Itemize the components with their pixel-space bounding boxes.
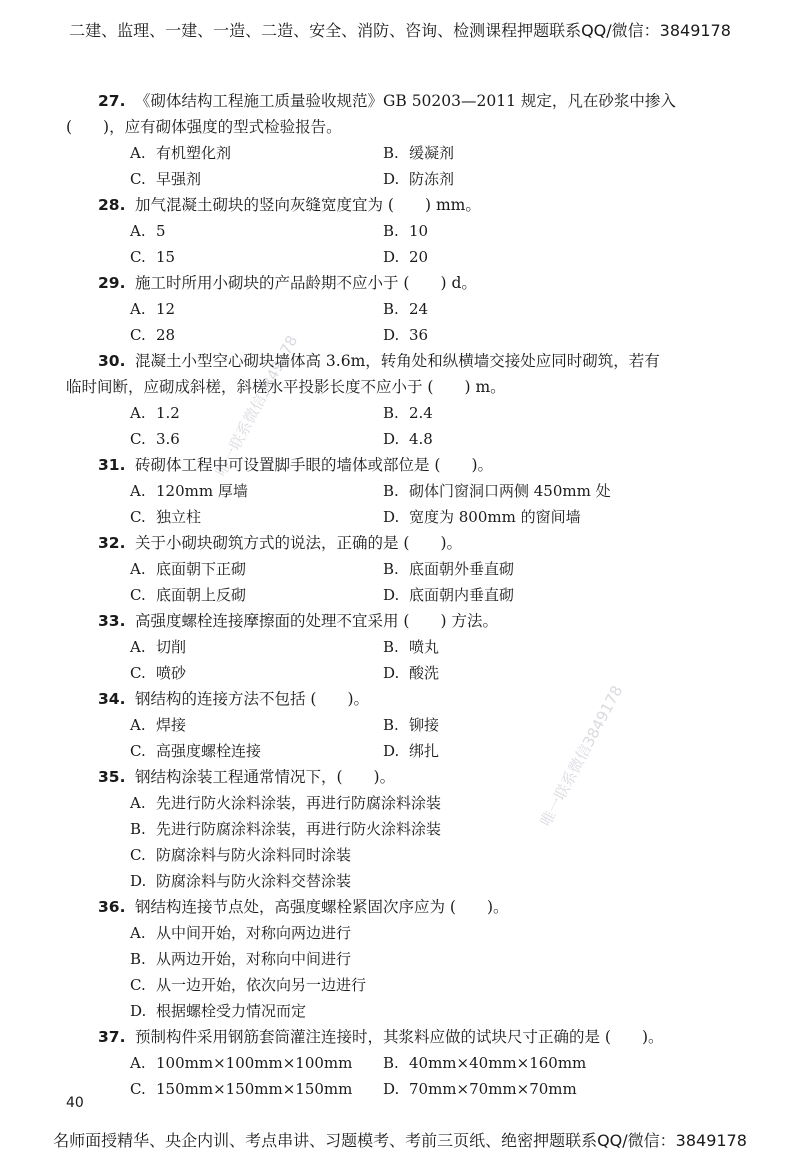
question-27 xyxy=(0,88,800,114)
option-c: C. 从一边开始，依次向另一边进行 xyxy=(130,976,367,994)
question-stem: 混凝土小型空心砌块墙体高 3.6m，转角处和纵横墙交接处应同时砌筑，若有 xyxy=(135,352,660,370)
question-stem: 预制构件采用钢筋套筒灌注连接时，其浆料应做的试块尺寸正确的是 ( )。 xyxy=(135,1028,664,1046)
option-row xyxy=(0,920,800,946)
option-a: A. 有机塑化剂 xyxy=(130,144,232,162)
option-b: B. 砌体门窗洞口两侧 450mm 处 xyxy=(383,482,611,500)
option-c: C. 3.6 xyxy=(130,430,180,448)
option-a: A. 5 xyxy=(130,222,166,240)
question-number: 29. xyxy=(98,274,126,292)
option-row xyxy=(0,634,800,660)
option-a: A. 1.2 xyxy=(130,404,180,422)
question-29 xyxy=(0,270,800,296)
option-b: B. 铆接 xyxy=(383,716,440,734)
option-row xyxy=(0,816,800,842)
option-a: A. 100mm×100mm×100mm xyxy=(130,1054,353,1072)
question-stem-continued: 临时间断，应砌成斜槎，斜槎水平投影长度不应小于 ( ) m。 xyxy=(66,378,506,396)
option-c: C. 15 xyxy=(130,248,176,266)
question-stem: 施工时所用小砌块的产品龄期不应小于 ( ) d。 xyxy=(135,274,477,292)
question-28 xyxy=(0,192,800,218)
option-row xyxy=(0,166,800,192)
option-d: D. 20 xyxy=(383,248,429,266)
watermark: 唯一联系微信3849178 xyxy=(211,332,302,480)
question-number: 31. xyxy=(98,456,126,474)
option-row xyxy=(0,738,800,764)
question-list xyxy=(0,88,800,1102)
option-b: B. 10 xyxy=(383,222,429,240)
option-a: A. 切削 xyxy=(130,638,187,656)
option-b: B. 24 xyxy=(383,300,429,318)
option-row xyxy=(0,972,800,998)
option-d: D. 底面朝内垂直砌 xyxy=(383,586,515,604)
option-b: B. 缓凝剂 xyxy=(383,144,455,162)
option-row xyxy=(0,946,800,972)
option-a: A. 从中间开始，对称向两边进行 xyxy=(130,924,352,942)
option-row xyxy=(0,582,800,608)
question-stem-continued: ( )，应有砌体强度的型式检验报告。 xyxy=(66,118,342,136)
option-row xyxy=(0,400,800,426)
question-number: 28. xyxy=(98,196,126,214)
option-row xyxy=(0,842,800,868)
option-row xyxy=(0,426,800,452)
question-number: 37. xyxy=(98,1028,126,1046)
question-stem: 钢结构的连接方法不包括 ( )。 xyxy=(135,690,370,708)
option-row xyxy=(0,218,800,244)
option-b: B. 先进行防腐涂料涂装，再进行防火涂料涂装 xyxy=(130,820,442,838)
question-36 xyxy=(0,894,800,920)
question-32 xyxy=(0,530,800,556)
option-b: B. 2.4 xyxy=(383,404,433,422)
option-c: C. 高强度螺栓连接 xyxy=(130,742,262,760)
option-c: C. 喷砂 xyxy=(130,664,187,682)
option-c: C. 独立柱 xyxy=(130,508,202,526)
option-c: C. 150mm×150mm×150mm xyxy=(130,1080,353,1098)
page-number: 40 xyxy=(66,1095,84,1111)
footer-banner: 名师面授精华、央企内训、考点串讲、习题模考、考前三页纸、绝密押题联系QQ/微信：3849178 xyxy=(53,1131,747,1150)
option-row xyxy=(0,790,800,816)
question-37 xyxy=(0,1024,800,1050)
question-stem: 砖砌体工程中可设置脚手眼的墙体或部位是 ( )。 xyxy=(135,456,494,474)
option-row xyxy=(0,660,800,686)
option-row xyxy=(0,998,800,1024)
question-34 xyxy=(0,686,800,712)
option-row xyxy=(0,322,800,348)
option-a: A. 120mm 厚墙 xyxy=(130,482,248,500)
option-b: B. 从两边开始，对称向中间进行 xyxy=(130,950,352,968)
option-row xyxy=(0,478,800,504)
option-row xyxy=(0,712,800,738)
header-banner: 二建、监理、一建、一造、二造、安全、消防、咨询、检测课程押题联系QQ/微信：3849178 xyxy=(69,21,731,40)
question-number: 34. xyxy=(98,690,126,708)
option-d: D. 4.8 xyxy=(383,430,433,448)
option-d: D. 70mm×70mm×70mm xyxy=(383,1080,577,1098)
question-stem: 《砌体结构工程施工质量验收规范》GB 50203—2011 规定，凡在砂浆中掺入 xyxy=(135,92,676,110)
option-d: D. 36 xyxy=(383,326,429,344)
option-row xyxy=(0,1050,800,1076)
question-number: 30. xyxy=(98,352,126,370)
question-stem: 高强度螺栓连接摩擦面的处理不宜采用 ( ) 方法。 xyxy=(135,612,498,630)
option-d: D. 酸洗 xyxy=(383,664,440,682)
option-d: D. 宽度为 800mm 的窗间墙 xyxy=(383,508,581,526)
option-b: B. 喷丸 xyxy=(383,638,440,656)
question-30 xyxy=(0,348,800,374)
option-a: A. 底面朝下正砌 xyxy=(130,560,247,578)
option-row xyxy=(0,868,800,894)
option-d: D. 根据螺栓受力情况而定 xyxy=(130,1002,307,1020)
option-a: A. 12 xyxy=(130,300,176,318)
option-d: D. 防腐涂料与防火涂料交替涂装 xyxy=(130,872,352,890)
watermark: 唯一联系微信3849178 xyxy=(536,682,627,830)
option-row xyxy=(0,504,800,530)
question-stem: 关于小砌块砌筑方式的说法，正确的是 ( )。 xyxy=(135,534,463,552)
option-a: A. 先进行防火涂料涂装，再进行防腐涂料涂装 xyxy=(130,794,442,812)
question-number: 36. xyxy=(98,898,126,916)
option-row xyxy=(0,1076,800,1102)
question-31 xyxy=(0,452,800,478)
question-number: 33. xyxy=(98,612,126,630)
question-35 xyxy=(0,764,800,790)
option-row xyxy=(0,556,800,582)
option-c: C. 早强剂 xyxy=(130,170,202,188)
question-number: 27. xyxy=(98,92,126,110)
option-c: C. 28 xyxy=(130,326,176,344)
question-stem: 钢结构涂装工程通常情况下，( )。 xyxy=(135,768,396,786)
question-stem: 钢结构连接节点处，高强度螺栓紧固次序应为 ( )。 xyxy=(135,898,509,916)
option-d: D. 防冻剂 xyxy=(383,170,455,188)
option-b: B. 底面朝外垂直砌 xyxy=(383,560,515,578)
question-stem: 加气混凝土砌块的竖向灰缝宽度宜为 ( ) mm。 xyxy=(135,196,481,214)
question-number: 32. xyxy=(98,534,126,552)
option-row xyxy=(0,244,800,270)
question-number: 35. xyxy=(98,768,126,786)
question-33 xyxy=(0,608,800,634)
option-d: D. 绑扎 xyxy=(383,742,440,760)
option-row xyxy=(0,296,800,322)
option-row xyxy=(0,140,800,166)
option-c: C. 底面朝上反砌 xyxy=(130,586,247,604)
option-a: A. 焊接 xyxy=(130,716,187,734)
option-c: C. 防腐涂料与防火涂料同时涂装 xyxy=(130,846,352,864)
option-b: B. 40mm×40mm×160mm xyxy=(383,1054,587,1072)
